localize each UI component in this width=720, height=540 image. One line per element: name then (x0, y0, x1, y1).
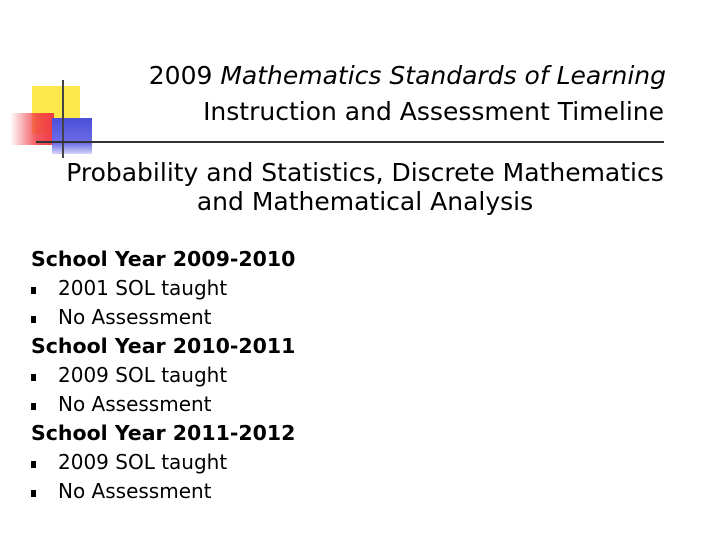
square-bullet-icon (31, 316, 36, 323)
decorative-vertical-line (62, 80, 64, 158)
square-bullet-icon (31, 287, 36, 294)
list-item (31, 390, 631, 419)
school-year-heading: School Year 2009-2010 (31, 247, 296, 271)
list-item (31, 448, 631, 477)
title-italic: Mathematics Standards of Learning (220, 61, 666, 90)
square-bullet-icon (31, 490, 36, 497)
timeline-list (31, 245, 631, 506)
square-bullet-icon (31, 403, 36, 410)
slide-title-line2: Instruction and Assessment Timeline (203, 97, 664, 126)
list-item (31, 477, 631, 506)
school-year-heading: School Year 2010-2011 (31, 334, 296, 358)
subtitle-line2: and Mathematical Analysis (196, 187, 534, 216)
list-item-text: No Assessment (58, 305, 212, 329)
slide-subtitle (40, 158, 690, 216)
list-item-text: No Assessment (58, 479, 212, 503)
list-item (31, 274, 631, 303)
school-year-heading: School Year 2011-2012 (31, 421, 296, 445)
slide-title (100, 61, 666, 91)
list-item-text: 2001 SOL taught (58, 276, 228, 300)
subtitle-line1: Probability and Statistics, Discrete Mathematics (66, 158, 664, 187)
title-year: 2009 (148, 61, 213, 90)
list-item-text: 2009 SOL taught (58, 363, 228, 387)
list-item-text: 2009 SOL taught (58, 450, 228, 474)
list-item (31, 303, 631, 332)
square-bullet-icon (31, 461, 36, 468)
square-bullet-icon (31, 374, 36, 381)
list-item (31, 361, 631, 390)
decorative-blue-square (52, 118, 92, 154)
title-divider-line (36, 141, 664, 143)
list-item-text: No Assessment (58, 392, 212, 416)
